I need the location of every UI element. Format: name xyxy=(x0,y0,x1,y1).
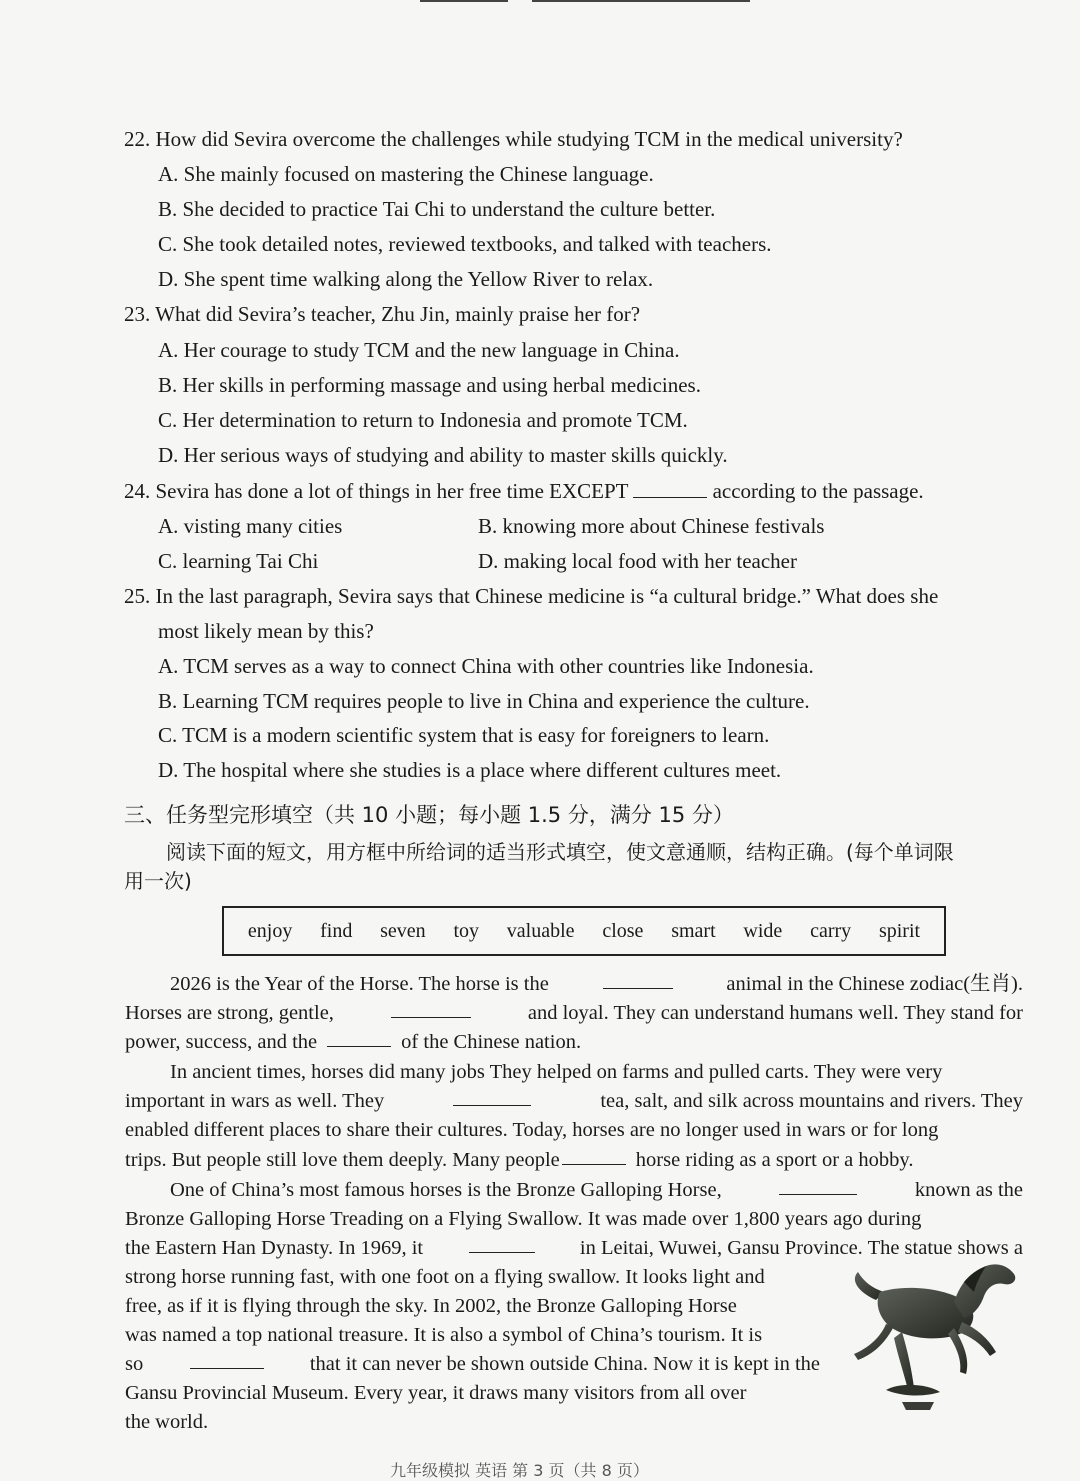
section-3-title: 三、任务型完形填空（共 10 小题；每小题 1.5 分，满分 15 分） xyxy=(124,803,734,827)
passage-text: was named a top national treasure. It is also a symbol of China’s tourism. It is xyxy=(125,1324,763,1346)
question-24-option-b: B. knowing more about Chinese festivals xyxy=(478,514,825,538)
passage-text: tea, salt, and silk across mountains and rivers. They xyxy=(600,1090,1023,1112)
question-23-option-a: A. Her courage to study TCM and the new language in China. xyxy=(158,338,680,362)
passage-text: Bronze Galloping Horse Treading on a Flying Swallow. It was made over 1,800 years ago during xyxy=(125,1208,922,1230)
question-22-option-b: B. She decided to practice Tai Chi to understand the culture better. xyxy=(158,197,716,221)
passage-text: of the Chinese nation. xyxy=(401,1031,582,1053)
passage-line xyxy=(125,1087,1023,1116)
question-24-option-c: C. learning Tai Chi xyxy=(158,549,319,573)
passage-line xyxy=(125,1234,1023,1263)
section-3-instruction-line2: 用一次) xyxy=(124,869,192,893)
word-bank-item: smart xyxy=(671,919,716,942)
passage-text: enabled different places to share their cultures. Today, horses are no longer used in wars or for long xyxy=(125,1119,939,1141)
question-25-stem-line1: 25. In the last paragraph, Sevira says that Chinese medicine is “a cultural bridge.” What does she xyxy=(124,584,939,608)
question-22-option-d: D. She spent time walking along the Yellow River to relax. xyxy=(158,267,654,291)
passage-text: One of China’s most famous horses is the Bronze Galloping Horse, xyxy=(170,1179,722,1201)
passage-text: and loyal. They can understand humans well. They stand for xyxy=(527,1002,1023,1024)
answer-blank xyxy=(779,1176,857,1195)
word-bank-item: valuable xyxy=(506,919,575,942)
top-rule-right xyxy=(532,0,750,2)
question-25-option-d: D. The hospital where she studies is a place where different cultures meet. xyxy=(158,758,782,782)
passage-line xyxy=(125,1146,1023,1175)
question-23-option-d: D. Her serious ways of studying and ability to master skills quickly. xyxy=(158,443,728,467)
section-3-instruction-line1: 阅读下面的短文，用方框中所给词的适当形式填空，使文意通顺，结构正确。(每个单词限 xyxy=(166,840,954,864)
word-bank-item: wide xyxy=(743,919,783,942)
question-24-stem-before: 24. Sevira has done a lot of things in her free time EXCEPT xyxy=(124,479,629,503)
top-rule-left xyxy=(420,0,508,2)
passage-line xyxy=(170,970,1023,999)
passage-text: trips. But people still love them deeply. Many people xyxy=(125,1149,560,1171)
passage-text: In ancient times, horses did many jobs They helped on farms and pulled carts. They were very xyxy=(170,1061,943,1083)
passage-text: that it can never be shown outside China. Now it is kept in the xyxy=(309,1353,820,1375)
word-bank-item: carry xyxy=(810,919,852,942)
question-24-option-a: A. visting many cities xyxy=(158,514,343,538)
passage-text: animal in the Chinese zodiac(生肖). xyxy=(726,973,1023,995)
passage-text: the Eastern Han Dynasty. In 1969, it xyxy=(125,1237,424,1259)
question-23-option-c: C. Her determination to return to Indonesia and promote TCM. xyxy=(158,408,688,432)
question-24-stem-after: according to the passage. xyxy=(712,479,924,503)
passage-text: important in wars as well. They xyxy=(125,1090,385,1112)
passage-text: in Leitai, Wuwei, Gansu Province. The statue shows a xyxy=(579,1237,1023,1259)
passage-line xyxy=(125,999,1023,1028)
passage-text: strong horse running fast, with one foot on a flying swallow. It looks light and xyxy=(125,1266,765,1288)
passage-line xyxy=(125,1350,820,1379)
word-bank-item: close xyxy=(602,919,644,942)
question-24-stem xyxy=(124,477,924,505)
passage-line xyxy=(170,1058,1023,1087)
word-bank xyxy=(222,906,946,956)
passage-line xyxy=(125,1321,820,1350)
answer-blank xyxy=(603,970,673,989)
question-23-option-b: B. Her skills in performing massage and using herbal medicines. xyxy=(158,373,701,397)
passage-text: so xyxy=(125,1353,144,1375)
question-22-stem: 22. How did Sevira overcome the challenges while studying TCM in the medical university? xyxy=(124,127,903,151)
answer-blank xyxy=(190,1350,264,1369)
question-22-option-a: A. She mainly focused on mastering the Chinese language. xyxy=(158,162,654,186)
passage-line xyxy=(125,1408,820,1437)
passage-text: Horses are strong, gentle, xyxy=(125,1002,334,1024)
question-22-option-c: C. She took detailed notes, reviewed textbooks, and talked with teachers. xyxy=(158,232,772,256)
word-bank-item: find xyxy=(320,919,353,942)
passage-text: known as the xyxy=(914,1179,1023,1201)
answer-blank xyxy=(453,1087,531,1106)
passage-text: Gansu Provincial Museum. Every year, it draws many visitors from all over xyxy=(125,1382,747,1404)
question-25-stem-line2: most likely mean by this? xyxy=(158,619,374,643)
question-25-option-c: C. TCM is a modern scientific system that is easy for foreigners to learn. xyxy=(158,723,770,747)
passage-line xyxy=(125,1028,1023,1057)
word-bank-item: spirit xyxy=(878,919,921,942)
word-bank-item: seven xyxy=(380,919,426,942)
answer-blank xyxy=(327,1028,391,1047)
page-footer: 九年级模拟 英语 第 3 页（共 8 页） xyxy=(390,1461,649,1480)
passage-text: horse riding as a sport or a hobby. xyxy=(635,1149,914,1171)
passage-text: the world. xyxy=(125,1411,209,1433)
passage-line xyxy=(125,1205,1023,1234)
passage-text: free, as if it is flying through the sky. In 2002, the Bronze Galloping Horse xyxy=(125,1295,737,1317)
passage-line xyxy=(125,1116,1023,1145)
passage-text: power, success, and the xyxy=(125,1031,318,1053)
passage-line xyxy=(125,1379,820,1408)
answer-blank xyxy=(562,1146,626,1165)
answer-blank xyxy=(391,999,471,1018)
question-25-option-b: B. Learning TCM requires people to live in China and experience the culture. xyxy=(158,689,810,713)
answer-blank xyxy=(469,1234,535,1253)
passage-line xyxy=(125,1263,820,1292)
passage-text: 2026 is the Year of the Horse. The horse is the xyxy=(170,973,549,995)
question-23-stem: 23. What did Sevira’s teacher, Zhu Jin, mainly praise her for? xyxy=(124,302,641,326)
word-bank-item: toy xyxy=(453,919,479,942)
passage-line xyxy=(125,1292,820,1321)
bronze-horse-image xyxy=(836,1262,1024,1412)
passage-line xyxy=(170,1176,1023,1205)
answer-blank xyxy=(633,479,707,498)
question-25-option-a: A. TCM serves as a way to connect China with other countries like Indonesia. xyxy=(158,654,814,678)
question-24-option-d: D. making local food with her teacher xyxy=(478,549,797,573)
word-bank-item: enjoy xyxy=(247,919,293,942)
